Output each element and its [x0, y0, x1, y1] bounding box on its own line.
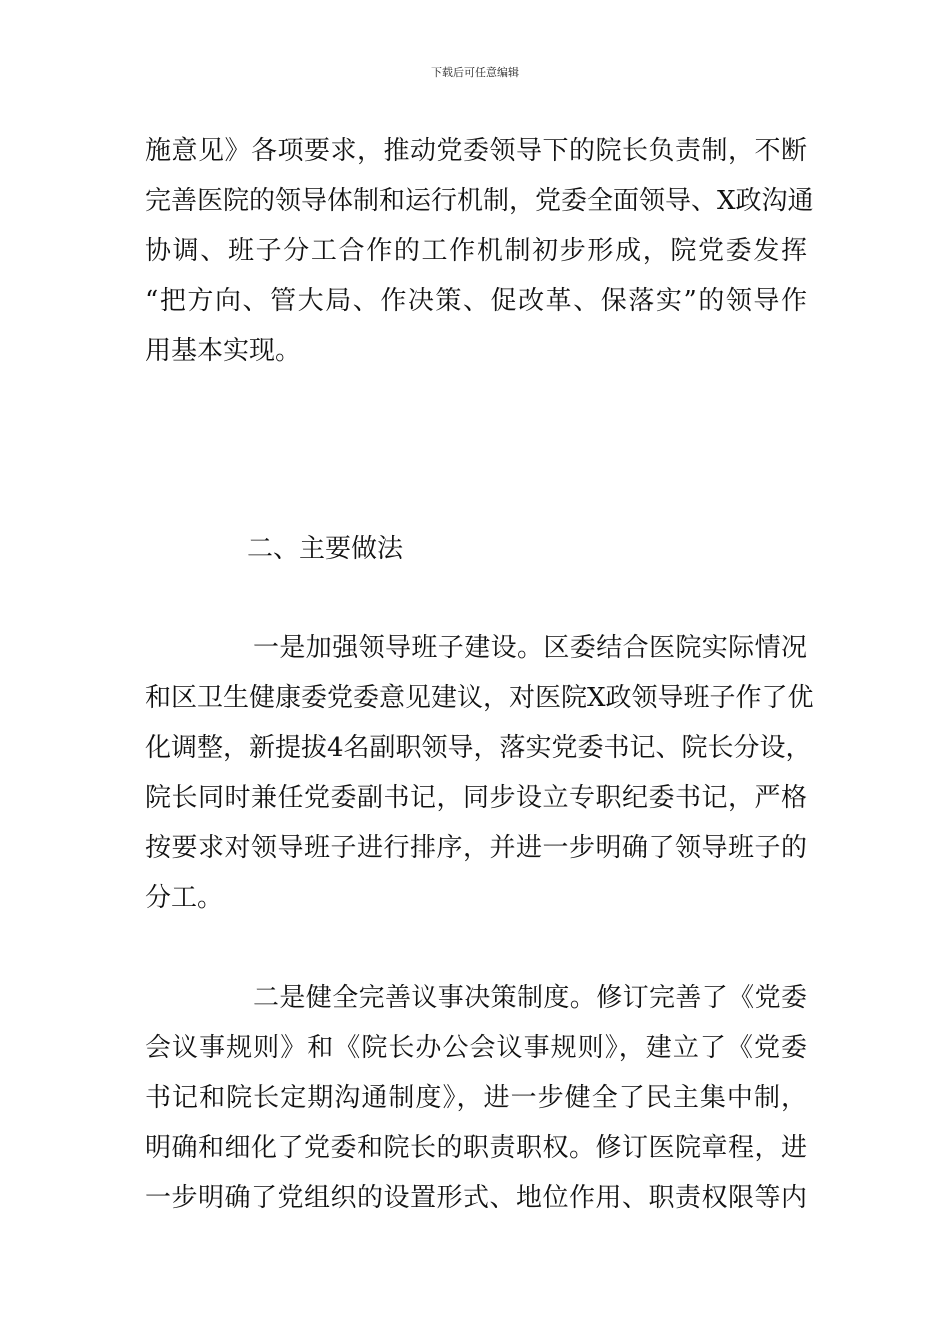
paragraph-line: 一是加强领导班子建设。区委结合医院实际情况: [253, 633, 807, 663]
paragraph-line: 化调整，新提拔4名副职领导，落实党委书记、院长分设，: [145, 733, 812, 763]
paragraph-line: 书记和院长定期沟通制度》，进一步健全了民主集中制，: [145, 1083, 807, 1113]
paragraph-line: 一步明确了党组织的设置形式、地位作用、职责权限等内: [145, 1183, 807, 1213]
paragraph-line: 按要求对领导班子进行排序，并进一步明确了领导班子的: [145, 833, 807, 863]
paragraph-line: “把方向、管大局、作决策、促改革、保落实”的领导作: [145, 286, 807, 316]
paragraph-line: 施意见》各项要求，推动党委领导下的院长负责制，不断: [145, 136, 807, 166]
paragraph-line: 院长同时兼任党委副书记，同步设立专职纪委书记，严格: [145, 783, 807, 813]
paragraph-line: 完善医院的领导体制和运行机制，党委全面领导、X政沟通: [145, 186, 814, 216]
page-header: 下载后可任意编辑: [431, 66, 519, 79]
paragraph-line: 明确和细化了党委和院长的职责职权。修订医院章程，进: [145, 1133, 807, 1163]
paragraph-line: 用基本实现。: [145, 336, 302, 366]
paragraph-line: 会议事规则》和《院长办公会议事规则》，建立了《党委: [145, 1033, 807, 1063]
section-heading: 二、主要做法: [247, 534, 404, 564]
paragraph-line: 二是健全完善议事决策制度。修订完善了《党委: [253, 983, 807, 1013]
paragraph-line: 和区卫生健康委党委意见建议，对医院X政领导班子作了优: [145, 683, 814, 713]
paragraph-line: 分工。: [145, 883, 224, 913]
paragraph-line: 协调、班子分工合作的工作机制初步形成，院党委发挥: [145, 236, 807, 266]
